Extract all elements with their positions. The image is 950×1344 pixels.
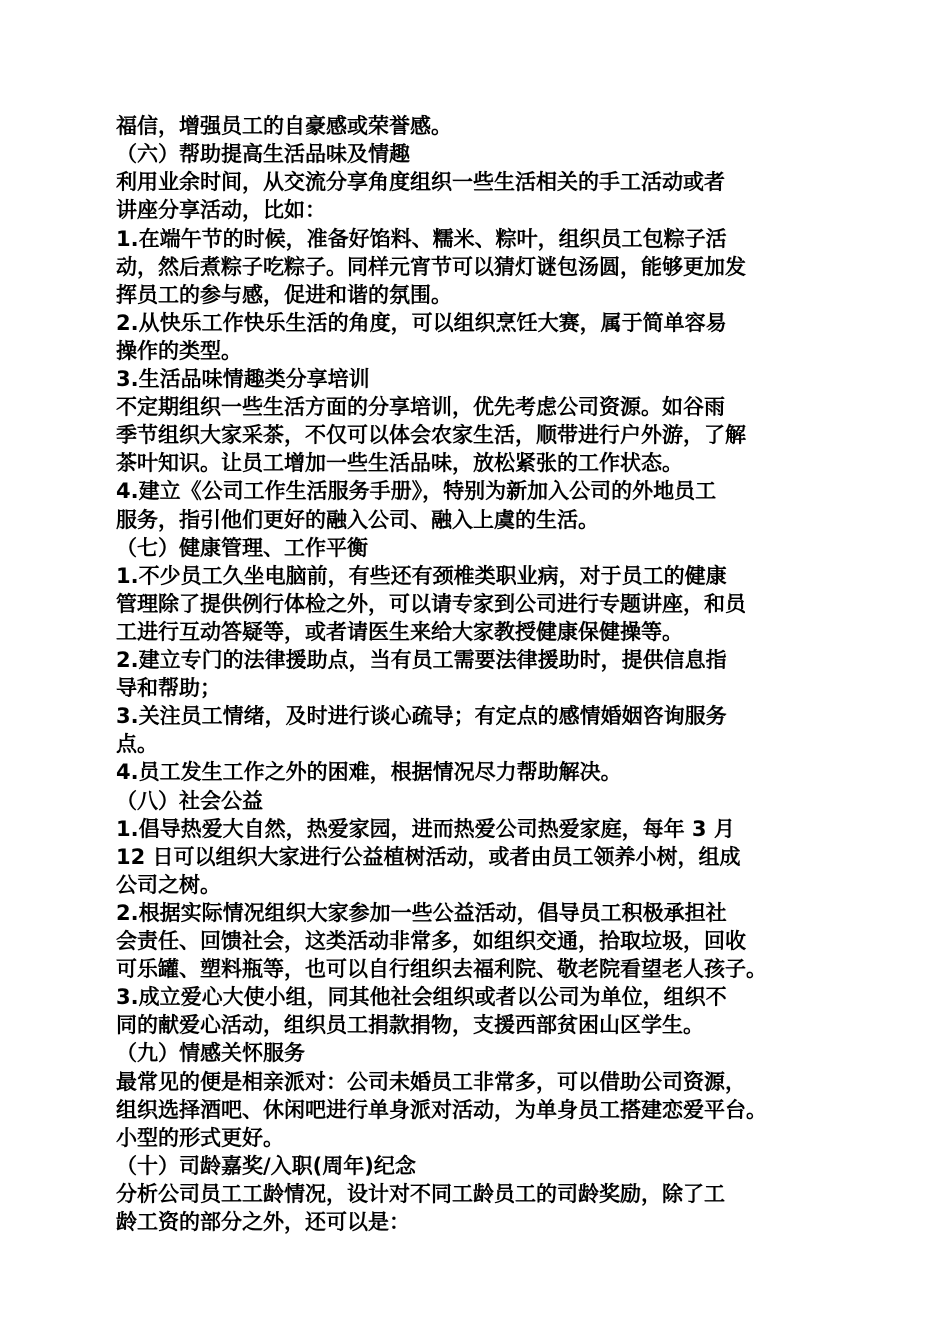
text-line: 1.在端午节的时候，准备好馅料、糯米、粽叶，组织员工包粽子活 [116,227,727,251]
text-line: 管理除了提供例行体检之外，可以请专家到公司进行专题讲座，和员 [116,592,746,616]
text-line: 动，然后煮粽子吃粽子。同样元宵节可以猜灯谜包汤圆，能够更加发 [116,255,746,279]
text-line: 3.成立爱心大使小组，同其他社会组织或者以公司为单位，组织不 [116,985,727,1009]
text-line: 4.员工发生工作之外的困难，根据情况尽力帮助解决。 [116,760,622,784]
text-line: 可乐罐、塑料瓶等，也可以自行组织去福利院、敬老院看望老人孩子。 [116,957,767,981]
text-line: 操作的类型。 [116,339,242,363]
section-heading-7: （七）健康管理、工作平衡 [116,536,368,560]
text-line: 4.建立《公司工作生活服务手册》，特别为新加入公司的外地员工 [116,479,717,503]
text-line: 服务，指引他们更好的融入公司、融入上虞的生活。 [116,508,599,532]
text-line: 茶叶知识。让员工增加一些生活品味，放松紧张的工作状态。 [116,451,683,475]
text-line: 分析公司员工工龄情况，设计对不同工龄员工的司龄奖励，除了工 [116,1182,725,1206]
text-line: 3.关注员工情绪，及时进行谈心疏导；有定点的感情婚姻咨询服务 [116,704,727,728]
text-line: 挥员工的参与感，促进和谐的氛围。 [116,283,452,307]
section-heading-6: （六）帮助提高生活品味及情趣 [116,142,410,166]
text-line: 1.倡导热爱大自然，热爱家园，进而热爱公司热爱家庭，每年 3 月 [116,817,735,841]
text-line: 2.从快乐工作快乐生活的角度，可以组织烹饪大赛，属于简单容易 [116,311,727,335]
text-line: 导和帮助； [116,676,221,700]
text-line: 最常见的便是相亲派对：公司未婚员工非常多，可以借助公司资源， [116,1070,746,1094]
text-line: 小型的形式更好。 [116,1126,284,1150]
text-line: 组织选择酒吧、休闲吧进行单身派对活动，为单身员工搭建恋爱平台。 [116,1098,767,1122]
text-line: 公司之树。 [116,873,221,897]
text-line: 1.不少员工久坐电脑前，有些还有颈椎类职业病，对于员工的健康 [116,564,727,588]
text-line: 12 日可以组织大家进行公益植树活动，或者由员工领养小树，组成 [116,845,741,869]
text-line: 福信，增强员工的自豪感或荣誉感。 [116,114,452,138]
text-line: 季节组织大家采茶，不仅可以体会农家生活，顺带进行户外游，了解 [116,423,746,447]
section-heading-10: （十）司龄嘉奖/入职(周年)纪念 [116,1154,416,1178]
text-line: 同的献爱心活动，组织员工捐款捐物，支援西部贫困山区学生。 [116,1013,704,1037]
section-heading-9: （九）情感关怀服务 [116,1041,305,1065]
text-line: 2.根据实际情况组织大家参加一些公益活动，倡导员工积极承担社 [116,901,727,925]
text-line: 工进行互动答疑等，或者请医生来给大家教授健康保健操等。 [116,620,683,644]
text-line: 点。 [116,732,158,756]
text-line: 会责任、回馈社会，这类活动非常多，如组织交通，拾取垃圾，回收 [116,929,746,953]
section-heading-8: （八）社会公益 [116,789,263,813]
text-line: 2.建立专门的法律援助点，当有员工需要法律援助时，提供信息指 [116,648,727,672]
text-line: 讲座分享活动，比如： [116,198,326,222]
subsection-heading: 3.生活品味情趣类分享培训 [116,367,370,391]
text-line: 利用业余时间，从交流分享角度组织一些生活相关的手工活动或者 [116,170,725,194]
text-line: 龄工资的部分之外，还可以是： [116,1210,410,1234]
text-line: 不定期组织一些生活方面的分享培训，优先考虑公司资源。如谷雨 [116,395,725,419]
